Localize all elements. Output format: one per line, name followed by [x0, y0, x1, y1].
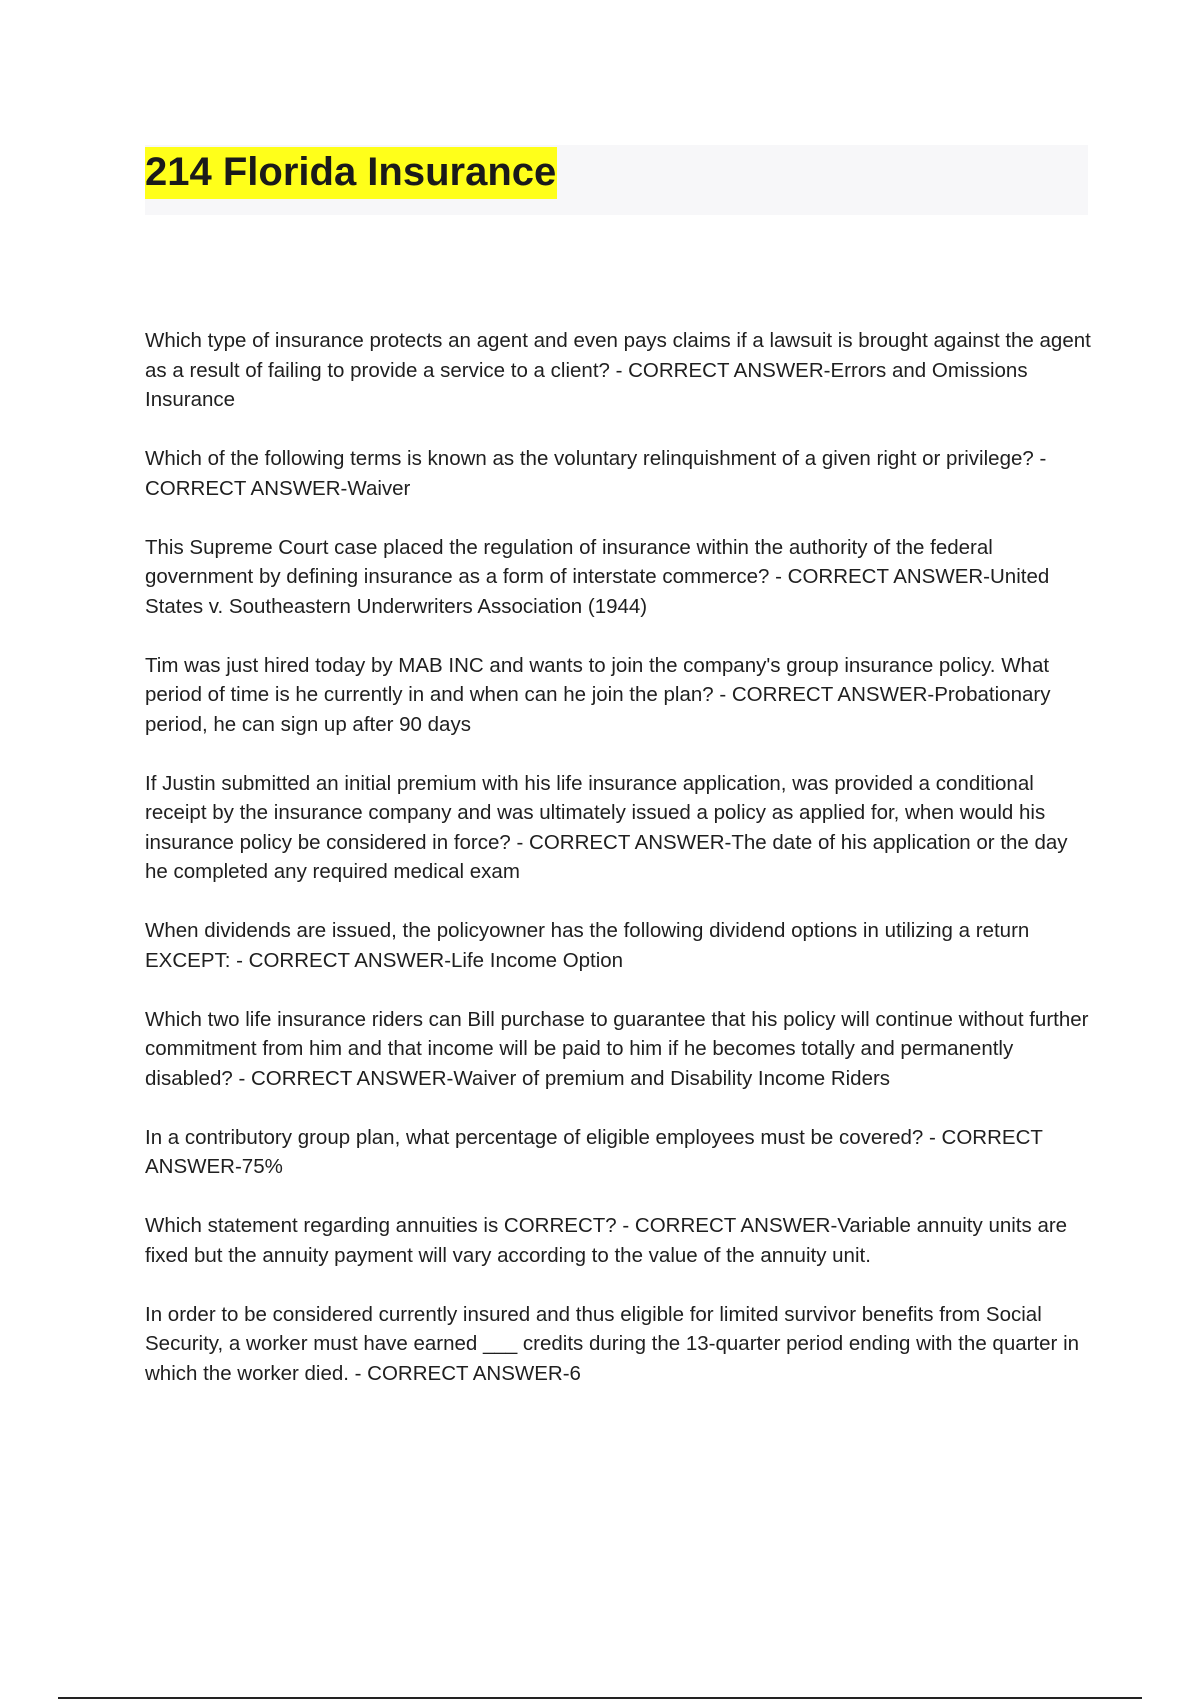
qa-item-7: Which two life insurance riders can Bill purchase to guarantee that his policy will continue without further commitment from him and that income will be paid to him if he becomes totally and permanently disabled? - CORRECT ANSWER-Waiver of premium and Disability Income Riders: [145, 1007, 1089, 1090]
qa-list: [145, 326, 1091, 1418]
qa-item-4: Tim was just hired today by MAB INC and wants to join the company's group insurance policy. What period of time is he currently in and when can he join the plan? - CORRECT ANSWER-Probationary period, he can sign up after 90 days: [145, 653, 1051, 736]
page-title-text: 214 Florida Insurance: [145, 147, 557, 199]
qa-item-10: In order to be considered currently insured and thus eligible for limited survivor benefits from Social Security, a worker must have earned ___ credits during the 13-quarter period ending with the quarter in which the worker died. - CORRECT ANSWER-6: [145, 1302, 1080, 1385]
qa-item-1: Which type of insurance protects an agent and even pays claims if a lawsuit is brought against the agent as a result of failing to provide a service to a client? - CORRECT ANSWER-Errors and Omissions Insurance: [145, 329, 1091, 411]
qa-item-3: This Supreme Court case placed the regulation of insurance within the authority of the federal government by defining insurance as a form of interstate commerce? - CORRECT ANSWER-United States v. Southeastern Underwriters Association (1944): [145, 535, 1050, 618]
footer-rule: [58, 1697, 1142, 1699]
qa-item-6: When dividends are issued, the policyowner has the following dividend options in utilizing a return EXCEPT: - CORRECT ANSWER-Life Income Option: [145, 919, 1030, 972]
qa-item-2: Which of the following terms is known as the voluntary relinquishment of a given right or privilege? - CORRECT ANSWER-Waiver: [145, 447, 1047, 500]
qa-item-9: Which statement regarding annuities is CORRECT? - CORRECT ANSWER-Variable annuity units are fixed but the annuity payment will vary according to the value of the annuity unit.: [145, 1214, 1068, 1267]
page-title: [145, 147, 557, 197]
qa-item-5: If Justin submitted an initial premium with his life insurance application, was provided a conditional receipt by the insurance company and was ultimately issued a policy as applied for, when would his insurance policy be considered in force? - CORRECT ANSWER-The date of his application or the day he completed any required medical exam: [145, 771, 1068, 883]
qa-item-8: In a contributory group plan, what percentage of eligible employees must be covered? - CORRECT ANSWER-75%: [145, 1125, 1043, 1178]
